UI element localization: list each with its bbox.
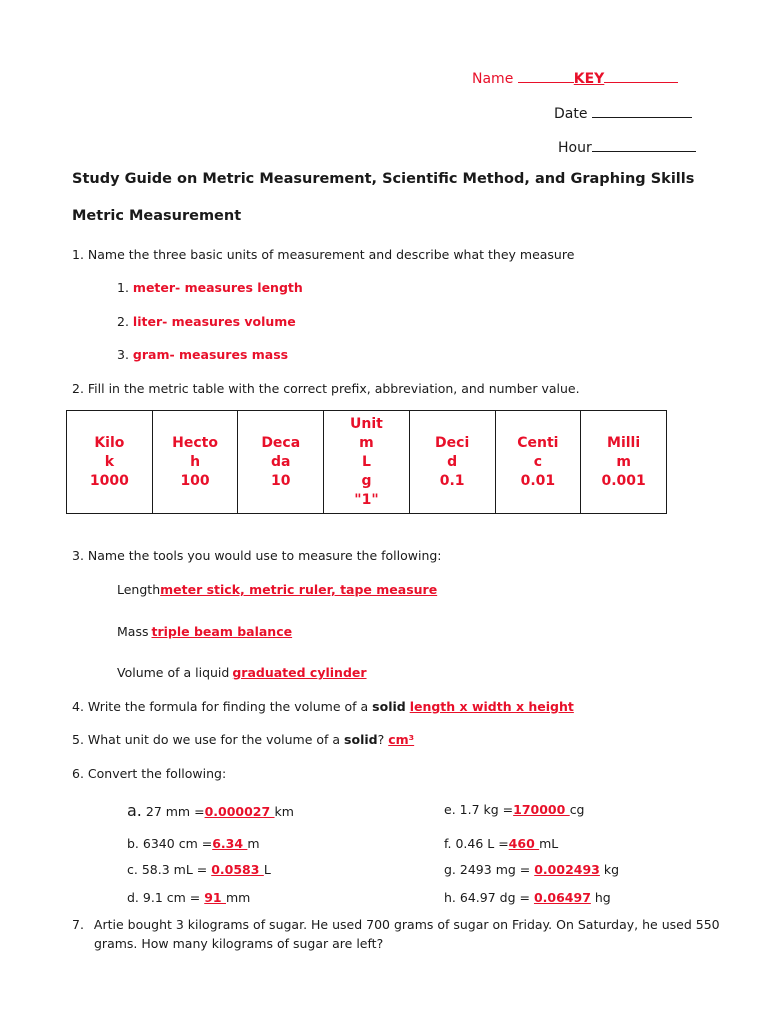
name-blank-left [518, 68, 574, 83]
date-blank [592, 103, 692, 118]
section-heading-metric: Metric Measurement [72, 208, 242, 224]
q3-length-label: Length [117, 582, 161, 597]
q6-prefix: 0.46 L = [455, 836, 509, 851]
q3-volume-label: Volume of a liquid [117, 665, 230, 680]
q6-suffix: mm [225, 890, 251, 905]
q3-length-answer: meter stick, metric ruler, tape measure [160, 582, 438, 597]
q4-bold: solid [372, 699, 406, 714]
metric-cell-centi [495, 411, 581, 514]
q1-answer-2-num: 2. [117, 314, 129, 329]
q6-suffix: mL [539, 836, 559, 851]
q6-answer: 170000 [513, 802, 570, 817]
value-label: 0.1 [439, 472, 465, 489]
prefix-label: Milli [607, 434, 641, 451]
question-5 [72, 732, 414, 747]
q6-prefix: 58.3 mL = [141, 862, 212, 877]
abbr-label: h [190, 453, 201, 470]
q5-text: 5. What unit do we use for the volume of a [72, 732, 341, 747]
prefix-label: Deca [261, 434, 301, 451]
name-field [472, 68, 678, 87]
q1-answer-3 [117, 347, 288, 362]
value-label: 0.01 [520, 472, 556, 489]
q6-answer: 460 [508, 836, 540, 851]
q6-item-f [444, 836, 558, 851]
abbr-label-3: g [361, 472, 372, 489]
name-value: KEY [573, 71, 605, 87]
prefix-label: Hecto [172, 434, 218, 451]
q6-answer: 0.000027 [204, 804, 275, 819]
metric-cell-kilo [67, 411, 153, 514]
date-field [554, 103, 692, 122]
q6-answer: 0.002493 [534, 862, 600, 877]
q5-bold: solid [344, 732, 378, 747]
q6-answer: 0.0583 [211, 862, 264, 877]
q6-suffix: km [274, 804, 294, 819]
abbr-label: k [104, 453, 114, 470]
abbr-label: d [447, 453, 458, 470]
q1-answer-1-num: 1. [117, 280, 129, 295]
value-label: 1000 [89, 472, 129, 489]
metric-cell-deca [238, 411, 324, 514]
q6-letter: h. [444, 890, 456, 905]
q3-length [117, 582, 437, 597]
abbr-label: m [616, 453, 631, 470]
q6-letter: a. [127, 801, 142, 820]
date-label: Date [554, 106, 588, 122]
q6-letter: f. [444, 836, 452, 851]
abbr-label: m [359, 434, 374, 451]
q5-answer: cm³ [388, 732, 415, 747]
q3-volume-answer: graduated cylinder [232, 665, 367, 680]
q4-text: 4. Write the formula for finding the volume of a [72, 699, 369, 714]
q6-suffix: cg [569, 802, 585, 817]
q7-continued: grams. How many kilograms of sugar are left? [94, 936, 384, 951]
hour-blank [592, 137, 696, 152]
q3-mass-label: Mass [117, 624, 149, 639]
q6-prefix: 1.7 kg = [459, 802, 514, 817]
q1-answer-3-num: 3. [117, 347, 129, 362]
metric-cell-unit [324, 411, 410, 514]
prefix-label: Unit [350, 415, 383, 432]
q1-answer-1 [117, 280, 303, 295]
q6-item-g [444, 862, 619, 877]
question-1: 1. Name the three basic units of measurement and describe what they measure [72, 247, 575, 262]
q7-line-1: Artie bought 3 kilograms of sugar. He used 700 grams of sugar on Friday. On Saturday, he used 550 [93, 917, 720, 932]
hour-label: Hour [558, 140, 592, 156]
q6-letter: b. [127, 836, 139, 851]
q6-item-d [127, 890, 250, 905]
abbr-label: c [533, 453, 543, 470]
q6-letter: d. [127, 890, 139, 905]
q6-suffix: kg [599, 862, 620, 877]
q6-letter: e. [444, 802, 456, 817]
q6-prefix: 2493 mg = [459, 862, 535, 877]
q6-prefix: 64.97 dg = [459, 890, 534, 905]
q1-answer-3-text: gram- measures mass [132, 347, 289, 362]
q5-qmark: ? [377, 732, 385, 747]
name-label: Name [472, 71, 514, 87]
q6-letter: g. [444, 862, 456, 877]
metric-cell-hecto [152, 411, 238, 514]
value-label: "1" [354, 491, 379, 508]
q6-item-e [444, 802, 585, 817]
q3-mass-answer: triple beam balance [151, 624, 293, 639]
q6-prefix: 27 mm = [145, 804, 205, 819]
q7-num: 7. [72, 917, 84, 932]
hour-field [558, 137, 696, 156]
value-label: 100 [180, 472, 210, 489]
q3-volume [117, 665, 367, 680]
question-2: 2. Fill in the metric table with the correct prefix, abbreviation, and number value. [72, 381, 580, 396]
q6-answer: 91 [204, 890, 226, 905]
prefix-label: Kilo [94, 434, 125, 451]
q6-answer: 0.06497 [533, 890, 591, 905]
q6-prefix: 9.1 cm = [142, 890, 205, 905]
q6-suffix: m [247, 836, 260, 851]
q6-prefix: 6340 cm = [142, 836, 213, 851]
q1-answer-2 [117, 314, 296, 329]
q6-suffix: hg [590, 890, 611, 905]
metric-table [66, 410, 667, 514]
q6-answer: 6.34 [212, 836, 248, 851]
value-label: 0.001 [601, 472, 646, 489]
question-7 [72, 917, 720, 932]
prefix-label: Centi [517, 434, 559, 451]
name-blank-right [604, 68, 678, 83]
q4-answer: length x width x height [409, 699, 574, 714]
q6-letter: c. [127, 862, 138, 877]
metric-table-row [67, 411, 667, 514]
q1-answer-1-text: meter- measures length [132, 280, 303, 295]
prefix-label: Deci [435, 434, 470, 451]
q6-item-c [127, 862, 271, 877]
metric-cell-deci [409, 411, 495, 514]
metric-cell-milli [581, 411, 667, 514]
q6-item-h [444, 890, 611, 905]
q6-item-a [127, 801, 294, 820]
abbr-label: da [271, 453, 291, 470]
q3-mass [117, 624, 292, 639]
q6-suffix: L [263, 862, 271, 877]
question-4 [72, 699, 574, 714]
value-label: 10 [271, 472, 291, 489]
abbr-label-2: L [362, 453, 371, 470]
page-title: Study Guide on Metric Measurement, Scientific Method, and Graphing Skills [72, 171, 695, 187]
question-3: 3. Name the tools you would use to measure the following: [72, 548, 442, 563]
q1-answer-2-text: liter- measures volume [132, 314, 296, 329]
question-6: 6. Convert the following: [72, 766, 227, 781]
q6-item-b [127, 836, 260, 851]
